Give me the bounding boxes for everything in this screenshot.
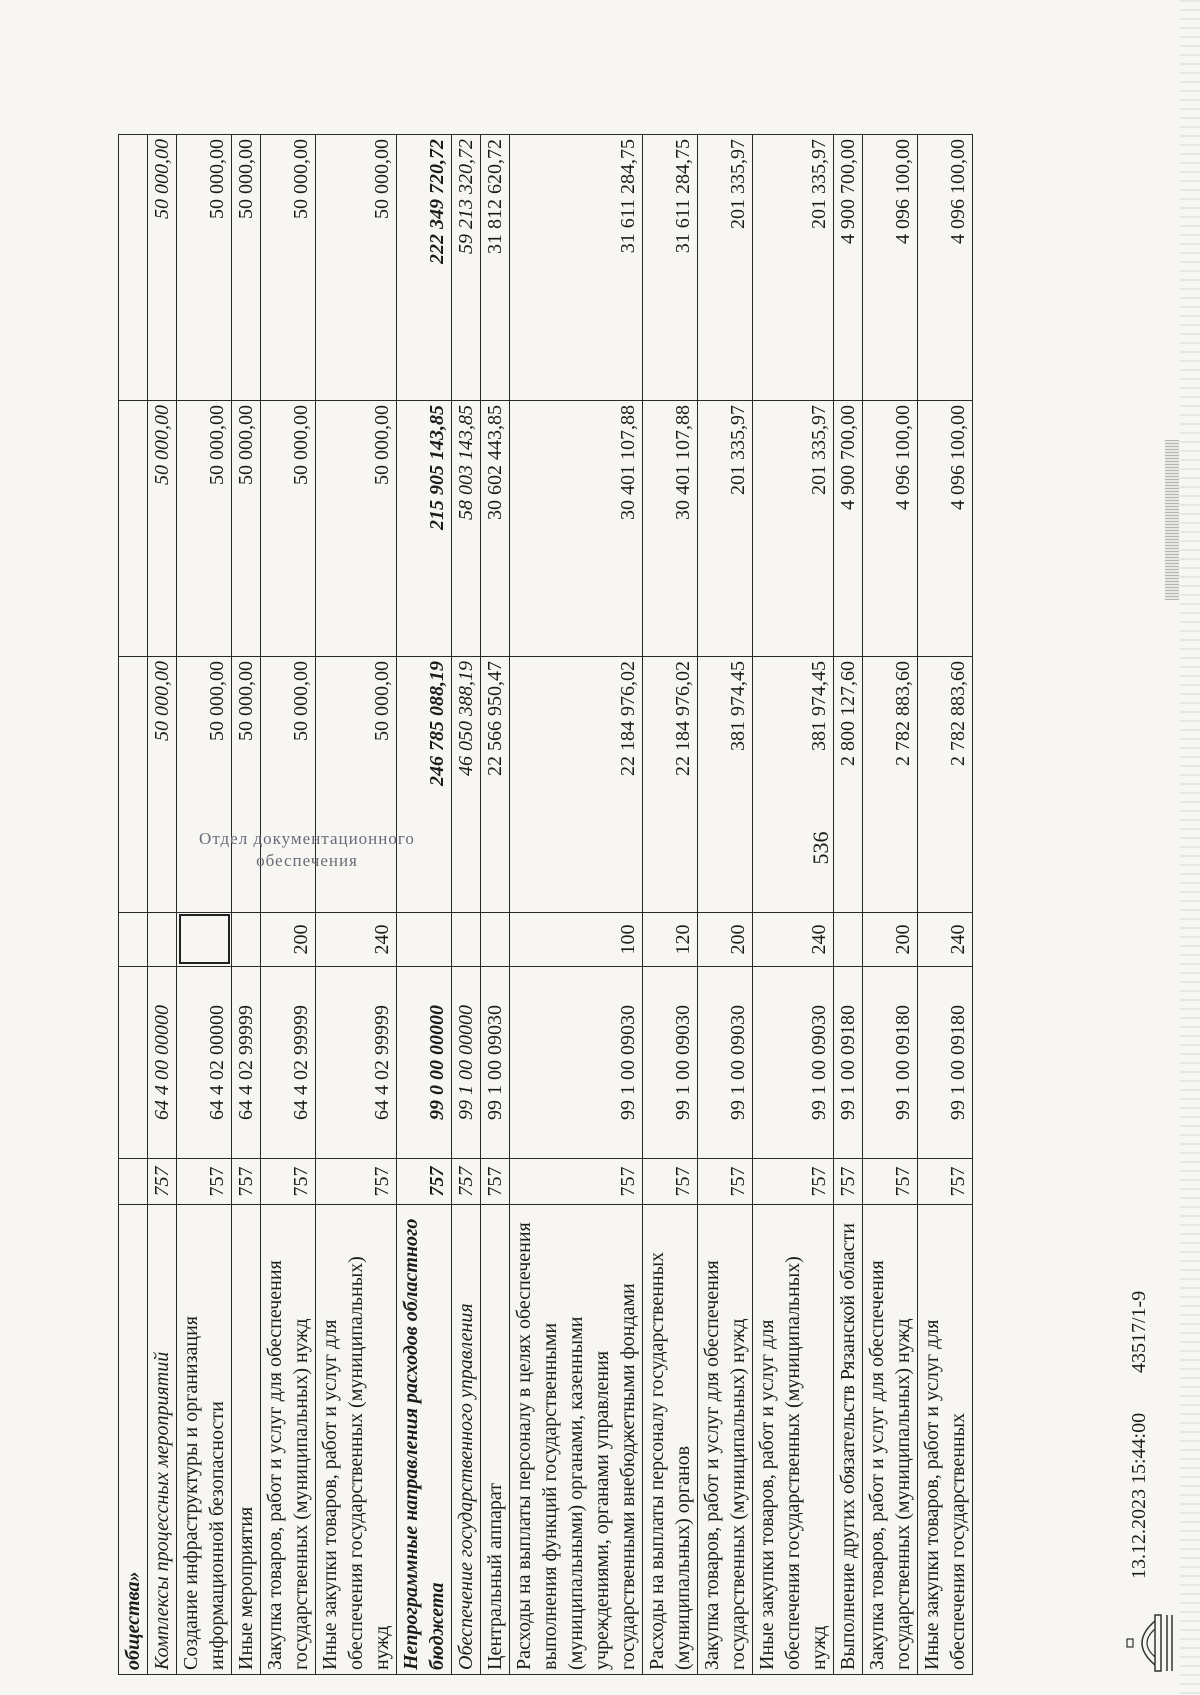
row-gr: 757: [452, 1159, 481, 1205]
row-value-1: 22 184 976,02: [510, 657, 643, 913]
row-csr: 99 1 00 09180: [863, 967, 918, 1159]
row-value-2: 50 000,00: [177, 401, 232, 657]
table-row: [316, 135, 397, 1675]
row-vr: [232, 913, 261, 967]
row-gr: 757: [918, 1159, 973, 1205]
row-value-3: 50 000,00: [148, 135, 177, 401]
department-stamp: [182, 828, 432, 872]
row-csr: 64 4 02 99999: [316, 967, 397, 1159]
row-name: Выполнение других обязательств Рязанской области: [834, 1205, 863, 1675]
row-value-3: 31 611 284,75: [643, 135, 698, 401]
row-vr: 240: [753, 913, 834, 967]
row-csr: 64 4 02 99999: [232, 967, 261, 1159]
row-name: общества»: [119, 1205, 148, 1675]
row-csr: 64 4 02 00000: [177, 967, 232, 1159]
row-value-2: 50 000,00: [232, 401, 261, 657]
stamp-line-1: Отдел документационного: [199, 829, 415, 848]
row-value-3: 50 000,00: [261, 135, 316, 401]
row-name: Закупка товаров, работ и услуг для обеспечения государственных (муниципальных) нужд: [863, 1205, 918, 1675]
table-row: [834, 135, 863, 1675]
row-value-2: 50 000,00: [316, 401, 397, 657]
row-vr: [397, 913, 452, 967]
row-value-2: 30 401 107,88: [510, 401, 643, 657]
row-value-3: 4 900 700,00: [834, 135, 863, 401]
row-gr: 757: [232, 1159, 261, 1205]
row-value-2: 50 000,00: [148, 401, 177, 657]
emblem-logo: [1125, 1611, 1177, 1675]
row-gr: 757: [316, 1159, 397, 1205]
row-value-3: 50 000,00: [316, 135, 397, 401]
row-vr: [481, 913, 510, 967]
row-vr: [148, 913, 177, 967]
row-vr: [119, 913, 148, 967]
table-row: [261, 135, 316, 1675]
row-value-1: 381 974,45: [753, 657, 834, 913]
row-value-1: 50 000,00: [261, 657, 316, 913]
row-value-1: 2 782 883,60: [918, 657, 973, 913]
row-value-3: [119, 135, 148, 401]
scan-barcode-artifact: [1165, 440, 1179, 600]
row-name: Непрограммные направления расходов областного бюджета: [397, 1205, 452, 1675]
row-name: Расходы на выплаты персоналу государственных (муниципальных) органов: [643, 1205, 698, 1675]
row-csr: 99 1 00 00000: [452, 967, 481, 1159]
row-csr: 64 4 00 00000: [148, 967, 177, 1159]
row-name: Комплексы процессных мероприятий: [148, 1205, 177, 1675]
row-value-3: 59 213 320,72: [452, 135, 481, 401]
row-name: Закупка товаров, работ и услуг для обеспечения государственных (муниципальных) нужд: [261, 1205, 316, 1675]
row-csr: 99 1 00 09030: [643, 967, 698, 1159]
row-value-3: 4 096 100,00: [863, 135, 918, 401]
row-gr: 757: [261, 1159, 316, 1205]
row-gr: 757: [753, 1159, 834, 1205]
row-value-1: 46 050 388,19: [452, 657, 481, 913]
row-value-1: 246 785 088,19: [397, 657, 452, 913]
row-name: Обеспечение государственного управления: [452, 1205, 481, 1675]
row-vr: 200: [863, 913, 918, 967]
row-gr: 757: [510, 1159, 643, 1205]
row-value-3: 201 335,97: [753, 135, 834, 401]
row-gr: 757: [863, 1159, 918, 1205]
stamp-line-2: обеспечения: [256, 851, 358, 870]
row-csr: 99 1 00 09030: [481, 967, 510, 1159]
scan-edge-artifact: [1180, 0, 1200, 1695]
row-csr: 99 0 00 00000: [397, 967, 452, 1159]
row-value-1: 381 974,45: [698, 657, 753, 913]
row-value-2: 58 003 143,85: [452, 401, 481, 657]
row-value-3: 50 000,00: [232, 135, 261, 401]
table-row: [177, 135, 232, 1675]
row-name: Создание инфраструктуры и организация информационной безопасности: [177, 1205, 232, 1675]
row-gr: 757: [698, 1159, 753, 1205]
table-row: [452, 135, 481, 1675]
page-number: 536: [808, 831, 833, 865]
footer-datetime: 13.12.2023 15:44:00: [1128, 1412, 1150, 1579]
row-value-2: 4 096 100,00: [918, 401, 973, 657]
row-value-1: 50 000,00: [148, 657, 177, 913]
row-value-1: 50 000,00: [177, 657, 232, 913]
budget-table: [118, 134, 973, 1675]
row-value-2: [119, 401, 148, 657]
row-value-2: 201 335,97: [753, 401, 834, 657]
row-name: Закупка товаров, работ и услуг для обеспечения государственных (муниципальных) нужд: [698, 1205, 753, 1675]
row-gr: 757: [177, 1159, 232, 1205]
row-name: Расходы на выплаты персоналу в целях обеспечения выполнения функций государственными (муниципальными) органами, казенными учреждениями, органами управления государственными внебюджетными фондами: [510, 1205, 643, 1675]
table-row: [643, 135, 698, 1675]
row-value-2: 215 905 143,85: [397, 401, 452, 657]
row-value-1: 50 000,00: [316, 657, 397, 913]
row-vr: 120: [643, 913, 698, 967]
row-value-2: 50 000,00: [261, 401, 316, 657]
row-value-2: 4 900 700,00: [834, 401, 863, 657]
row-value-3: 201 335,97: [698, 135, 753, 401]
row-vr: [834, 913, 863, 967]
row-gr: 757: [643, 1159, 698, 1205]
row-csr: [119, 967, 148, 1159]
row-value-1: 2 800 127,60: [834, 657, 863, 913]
table-row: [481, 135, 510, 1675]
row-value-3: 4 096 100,00: [918, 135, 973, 401]
row-value-2: 30 602 443,85: [481, 401, 510, 657]
row-gr: 757: [481, 1159, 510, 1205]
row-csr: 64 4 02 99999: [261, 967, 316, 1159]
row-value-3: 31 611 284,75: [510, 135, 643, 401]
row-value-1: 22 184 976,02: [643, 657, 698, 913]
row-vr: [177, 913, 232, 967]
row-gr: [119, 1159, 148, 1205]
row-name: Иные закупки товаров, работ и услуг для обеспечения государственных (муниципальных) нужд: [753, 1205, 834, 1675]
row-gr: 757: [148, 1159, 177, 1205]
footer-doc-number: 43517/1-9: [1128, 1290, 1150, 1373]
row-value-1: [119, 657, 148, 913]
row-gr: 757: [397, 1159, 452, 1205]
row-name: Центральный аппарат: [481, 1205, 510, 1675]
row-vr: 240: [316, 913, 397, 967]
row-csr: 99 1 00 09030: [510, 967, 643, 1159]
row-value-1: 50 000,00: [232, 657, 261, 913]
row-csr: 99 1 00 09180: [834, 967, 863, 1159]
row-name: Иные закупки товаров, работ и услуг для обеспечения государственных (муниципальных) нужд: [316, 1205, 397, 1675]
table-row: [510, 135, 643, 1675]
budget-table-body: [119, 135, 973, 1675]
table-row: [753, 135, 834, 1675]
row-name: Иные закупки товаров, работ и услуг для обеспечения государственных: [918, 1205, 973, 1675]
row-value-3: 222 349 720,72: [397, 135, 452, 401]
table-row: [863, 135, 918, 1675]
table-row: [918, 135, 973, 1675]
row-value-2: 201 335,97: [698, 401, 753, 657]
table-row: [119, 135, 148, 1675]
table-row: [232, 135, 261, 1675]
row-vr: 200: [261, 913, 316, 967]
row-value-1: 2 782 883,60: [863, 657, 918, 913]
row-vr: [452, 913, 481, 967]
row-value-1: 22 566 950,47: [481, 657, 510, 913]
row-value-2: 4 096 100,00: [863, 401, 918, 657]
row-value-3: 31 812 620,72: [481, 135, 510, 401]
row-vr: 240: [918, 913, 973, 967]
row-vr: 200: [698, 913, 753, 967]
row-vr: 100: [510, 913, 643, 967]
row-name: Иные мероприятия: [232, 1205, 261, 1675]
row-gr: 757: [834, 1159, 863, 1205]
row-csr: 99 1 00 09180: [918, 967, 973, 1159]
table-row: [148, 135, 177, 1675]
row-value-3: 50 000,00: [177, 135, 232, 401]
table-row: [698, 135, 753, 1675]
row-value-2: 30 401 107,88: [643, 401, 698, 657]
table-row: [397, 135, 452, 1675]
row-csr: 99 1 00 09030: [698, 967, 753, 1159]
row-csr: 99 1 00 09030: [753, 967, 834, 1159]
